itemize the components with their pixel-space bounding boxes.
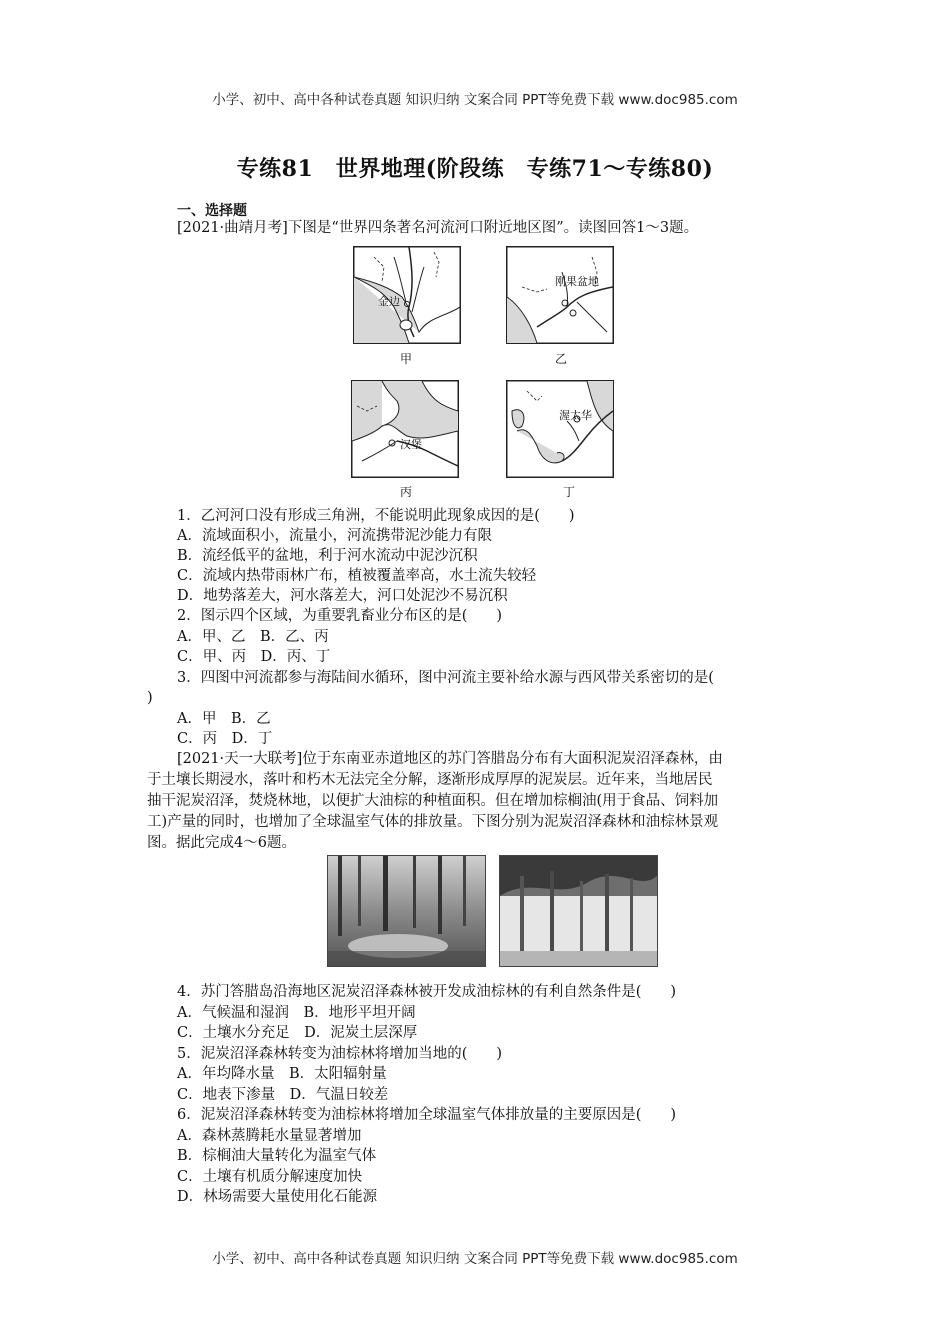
q2-options-cd: C．甲、丙 D．丙、丁	[177, 649, 331, 665]
intro2-line-3: 抽干泥炭沼泽，焚烧林地，以便扩大油棕的种植面积。但在增加棕榈油(用于食品、饲料加	[147, 793, 719, 809]
q1-stem: 1．乙河河口没有形成三角洲，不能说明此现象成因的是( )	[177, 508, 575, 524]
intro2-line-1: [2021·天一大联考]位于东南亚赤道地区的苏门答腊岛分布有大面积泥炭沼泽森林，由	[177, 751, 723, 767]
intro-text-1: [2021·曲靖月考]下图是“世界四条著名河流河口附近地区图”。读图回答1～3题。	[177, 220, 699, 236]
q3-stem: 3．四图中河流都参与海陆间水循环，图中河流主要补给水源与西风带关系密切的是(	[177, 670, 714, 686]
q3-stem-cont: )	[147, 690, 153, 706]
q1-option-c: C．流域内热带雨林广布，植被覆盖率高，水土流失较轻	[177, 568, 537, 584]
page-footer: 小学、初中、高中各种试卷真题 知识归纳 文案合同 PPT等免费下载 www.doc985.com	[212, 1251, 738, 1267]
map-label: 丙	[399, 485, 412, 499]
q6-option-a: A．森林蒸腾耗水量显著增加	[177, 1128, 362, 1144]
map-place-label: 渥太华	[559, 409, 592, 422]
q3-options-ab: A．甲 B．乙	[177, 711, 271, 727]
map-place-label: 金边	[378, 295, 400, 308]
q1-option-a: A．流域面积小，流量小，河流携带泥沙能力有限	[177, 528, 492, 544]
map-place-label: 汉堡	[400, 438, 422, 451]
peat-swamp-forest-photo	[327, 855, 486, 967]
intro2-line-4: 工)产量的同时，也增加了全球温室气体的排放量。下图分别为泥炭沼泽森林和油棕林景观	[147, 814, 719, 830]
q4-options-cd: C．土壤水分充足 D．泥炭土层深厚	[177, 1025, 418, 1041]
q5-stem: 5．泥炭沼泽森林转变为油棕林将增加当地的( )	[177, 1046, 503, 1062]
q5-options-cd: C．地表下渗量 D．气温日较差	[177, 1087, 389, 1103]
map-yi	[506, 246, 614, 344]
q5-options-ab: A．年均降水量 B．太阳辐射量	[177, 1066, 387, 1082]
intro2-line-5: 图。据此完成4～6题。	[147, 835, 296, 851]
map-ding	[506, 380, 614, 478]
q4-stem: 4．苏门答腊岛沿海地区泥炭沼泽森林被开发成油棕林的有利自然条件是( )	[177, 984, 677, 1000]
q2-options-ab: A．甲、乙 B．乙、丙	[177, 629, 329, 645]
map-label: 乙	[554, 352, 567, 366]
map-label: 丁	[562, 485, 575, 499]
q6-stem: 6．泥炭沼泽森林转变为油棕林将增加全球温室气体排放量的主要原因是( )	[177, 1107, 677, 1123]
q3-options-cd: C．丙 D．丁	[177, 731, 273, 747]
oil-palm-plantation-photo	[499, 855, 658, 967]
page-header: 小学、初中、高中各种试卷真题 知识归纳 文案合同 PPT等免费下载 www.doc985.com	[212, 92, 738, 108]
map-place-label: 刚果盆地	[555, 275, 599, 288]
intro2-line-2: 于土壤长期浸水，落叶和朽木无法完全分解，逐渐形成厚厚的泥炭层。近年来，当地居民	[147, 772, 713, 788]
map-bing	[351, 380, 459, 478]
map-label: 甲	[399, 352, 412, 366]
q6-option-c: C．土壤有机质分解速度加快	[177, 1169, 363, 1185]
q4-options-ab: A．气候温和湿润 B．地形平坦开阔	[177, 1005, 416, 1021]
map-jia	[353, 246, 461, 344]
page-title: 专练81 世界地理(阶段练 专练71～专练80)	[236, 156, 714, 182]
q6-option-d: D．林场需要大量使用化石能源	[177, 1189, 378, 1205]
q1-option-d: D．地势落差大，河水落差大，河口处泥沙不易沉积	[177, 588, 508, 604]
section-heading: 一、选择题	[177, 203, 247, 219]
q1-option-b: B．流经低平的盆地，利于河水流动中泥沙沉积	[177, 548, 478, 564]
q2-stem: 2．图示四个区域，为重要乳畜业分布区的是( )	[177, 608, 503, 624]
q6-option-b: B．棕榈油大量转化为温室气体	[177, 1148, 377, 1164]
